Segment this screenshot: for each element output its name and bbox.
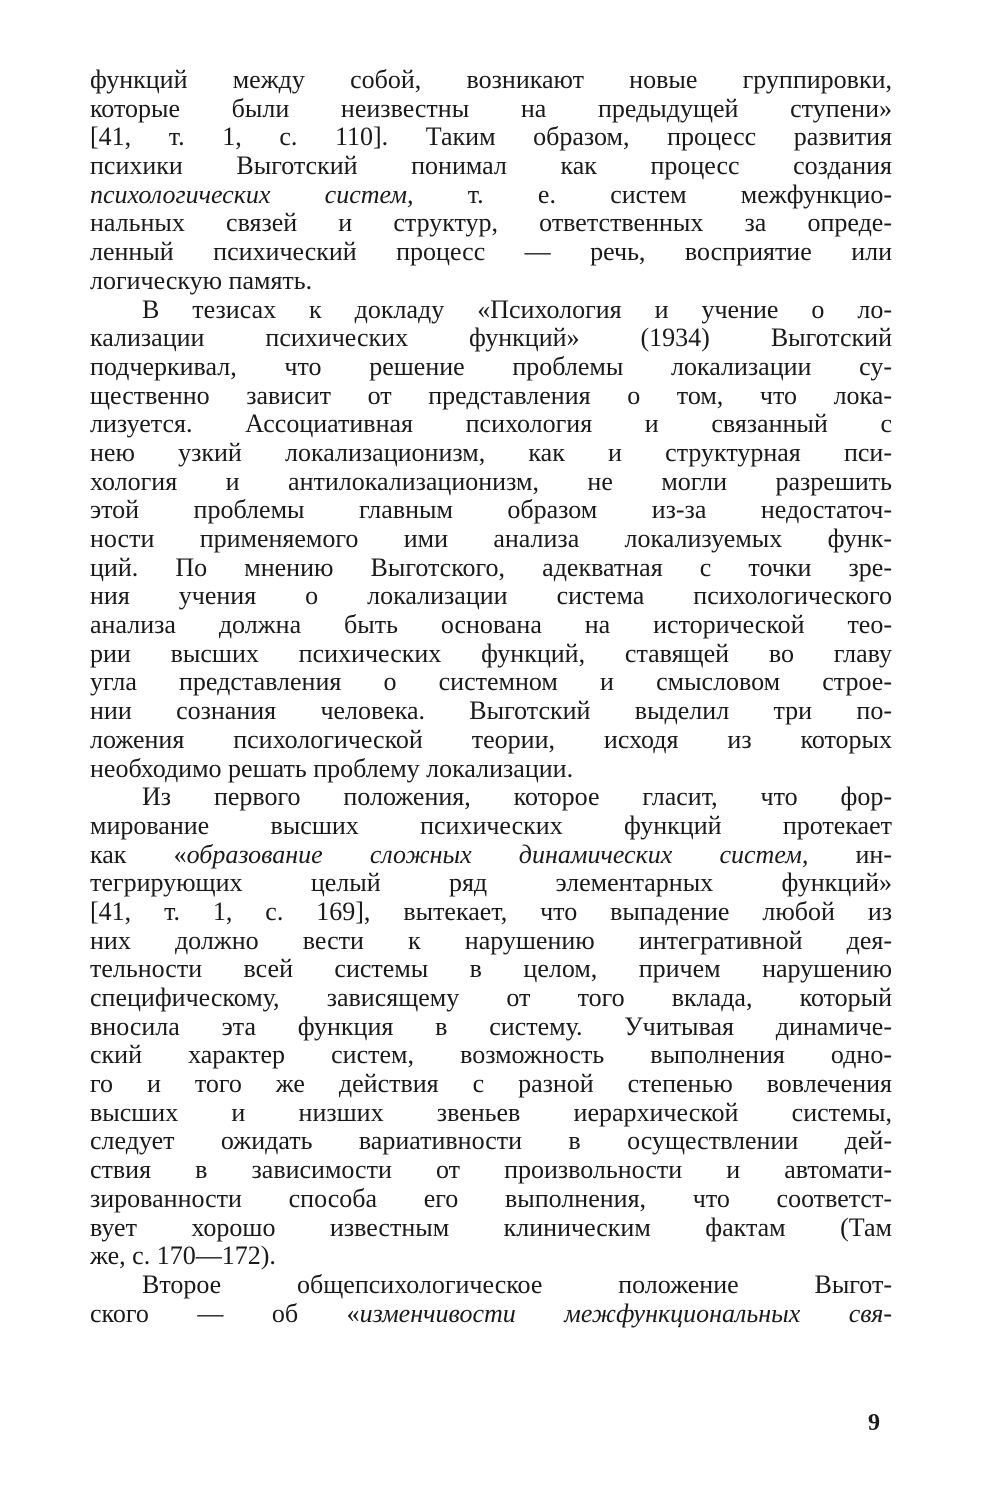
text-line: угла представления о системном и смысловом строе- [90, 667, 892, 697]
paragraph-4 [90, 1271, 892, 1328]
italic-phrase: изменчивости межфункциональных свя- [359, 1298, 892, 1328]
page-number: 9 [868, 1410, 880, 1436]
text-line: щественно зависит от представления о том, что лока- [90, 380, 892, 410]
text-line: тельности всей системы в целом, причем нарушению [90, 954, 892, 984]
text-line: лизуется. Ассоциативная психология и связанный с [90, 409, 892, 439]
text-line: нии сознания человека. Выготский выделил три по- [90, 696, 892, 726]
text-fragment: как « [90, 839, 187, 869]
text-line: мирование высших психических функций протекает [90, 810, 892, 840]
text-line: функций между собой, возникают новые группировки, [90, 65, 892, 94]
text-line: ленный психический процесс — речь, восприятие или [90, 237, 892, 267]
text-line: ский характер систем, возможность выполнения одно- [90, 1040, 892, 1070]
text-line: вует хорошо известным клиническим фактам (Там [90, 1212, 892, 1242]
text-line: [41, т. 1, с. 169], вытекает, что выпадение любой из [90, 896, 892, 926]
text-line: Второе общепсихологическое положение Выгот- [142, 1269, 892, 1299]
text-line [90, 181, 892, 210]
text-line: анализа должна быть основана на исторической тео- [90, 610, 892, 640]
text-line: кализации психических функций» (1934) Выготский [90, 323, 892, 353]
italic-phrase: образование сложных динамических систем, [186, 839, 809, 869]
text-line: которые были неизвестны на предыдущей ступени» [90, 93, 892, 123]
text-line: рии высших психических функций, ставящей во главу [90, 638, 892, 668]
text-line: же, с. 170—172). [90, 1241, 276, 1271]
text-line: ложения психологической теории, исходя из которых [90, 724, 892, 754]
page-text [90, 66, 892, 1328]
text-line: Из первого положения, которое гласит, что фор- [142, 782, 892, 812]
text-fragment: т. е. систем межфункцио- [413, 179, 892, 209]
text-line: нальных связей и структур, ответственных за опреде- [90, 208, 892, 238]
text-line: ности применяемого ими анализа локализуемых функ- [90, 524, 892, 553]
text-line: ния учения о локализации система психологического [90, 581, 892, 611]
text-line: подчеркивал, что решение проблемы локализации су- [90, 351, 892, 381]
text-line: зированности способа его выполнения, что соответст- [90, 1183, 892, 1213]
italic-phrase: психологических систем, [90, 179, 414, 209]
text-line: тегрирующих целый ряд элементарных функций» [90, 868, 892, 898]
text-line: высших и низших звеньев иерархической системы, [90, 1097, 892, 1127]
text-line: необходимо решать проблему локализации. [90, 753, 574, 783]
text-line: В тезисах к докладу «Психология и учение о ло- [142, 294, 892, 324]
text-line: психики Выготский понимал как процесс создания [90, 151, 892, 181]
text-line: нею узкий локализационизм, как и структурная пси- [90, 437, 892, 467]
text-line: логическую память. [90, 265, 313, 295]
text-line: хология и антилокализационизм, не могли разрешить [90, 466, 892, 496]
text-line: специфическому, зависящему от того вклада, который [90, 983, 892, 1012]
text-line: этой проблемы главным образом из-за недостаточ- [90, 495, 892, 525]
text-line [90, 841, 892, 870]
paragraph-2 [90, 296, 892, 784]
text-line: следует ожидать вариативности в осуществлении дей- [90, 1126, 892, 1156]
text-line: ций. По мнению Выготского, адекватная с точки зре- [90, 552, 892, 582]
text-line: ствия в зависимости от произвольности и автомати- [90, 1155, 892, 1185]
text-line: них должно вести к нарушению интегративной дея- [90, 925, 892, 955]
text-line: го и того же действия с разной степенью вовлечения [90, 1069, 892, 1099]
text-fragment: ского — об « [90, 1298, 360, 1328]
paragraph-3 [90, 783, 892, 1271]
text-line [90, 1300, 892, 1329]
text-line: [41, т. 1, с. 110]. Таким образом, процесс развития [90, 122, 892, 152]
text-line: вносила эта функция в систему. Учитывая динамиче- [90, 1011, 892, 1041]
paragraph-1 [90, 66, 892, 296]
text-fragment: ин- [808, 839, 892, 869]
